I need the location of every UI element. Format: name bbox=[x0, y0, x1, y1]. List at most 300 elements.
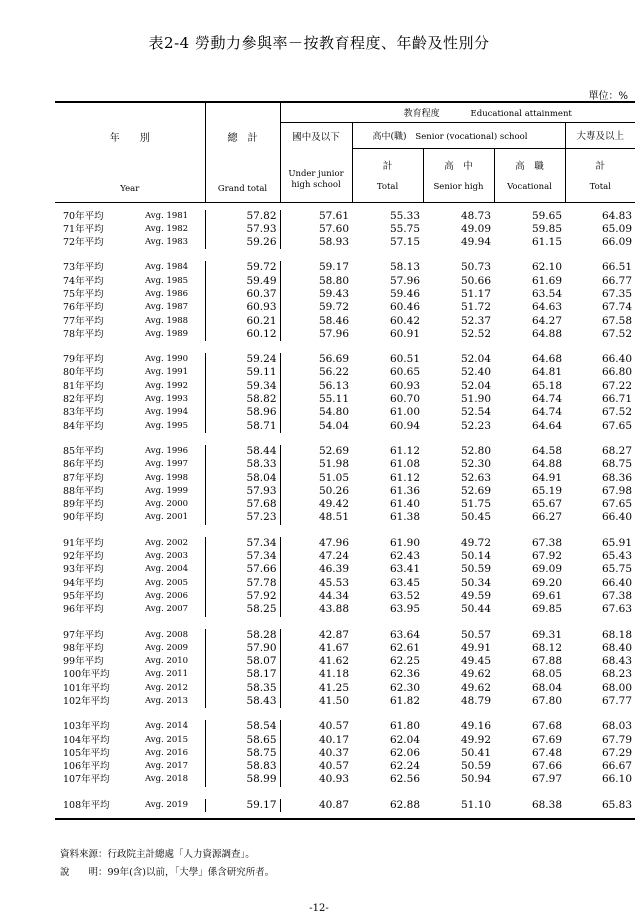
junior-cell: 46.39 bbox=[280, 563, 352, 576]
vocational-cell: 65.18 bbox=[531, 379, 562, 392]
year-en-cell: Avg. 2005 bbox=[145, 577, 189, 588]
senior-high-en: Senior high bbox=[433, 182, 484, 192]
grand-total-cell: 58.07 bbox=[205, 655, 280, 668]
senior-total-cell: 63.64 bbox=[389, 628, 420, 641]
college-total-cell: 67.52 bbox=[601, 327, 632, 340]
senior-total-cell: 63.45 bbox=[389, 576, 420, 589]
year-en-cell: Avg. 2011 bbox=[145, 669, 189, 680]
junior-cell: 55.11 bbox=[280, 393, 352, 406]
college-total-cell: 68.03 bbox=[601, 720, 632, 733]
spacer-cell bbox=[55, 433, 635, 445]
junior-cell: 41.18 bbox=[280, 668, 352, 681]
year-en-cell: Avg. 2014 bbox=[145, 721, 189, 732]
college-total-cell: 68.75 bbox=[601, 458, 632, 471]
vocational-cell: 64.88 bbox=[531, 458, 562, 471]
year-en-cell: Avg. 1993 bbox=[145, 394, 189, 405]
table-row bbox=[55, 537, 635, 550]
junior-cell: 57.60 bbox=[280, 223, 352, 236]
senior-high-header bbox=[423, 148, 494, 202]
grand-total-cell: 58.65 bbox=[205, 734, 280, 747]
year-header-zh: 年 別 bbox=[109, 133, 150, 144]
vocational-cell: 67.80 bbox=[531, 695, 562, 707]
table-row bbox=[55, 655, 635, 668]
vocational-cell: 69.85 bbox=[531, 603, 562, 616]
grand-total-cell: 59.11 bbox=[205, 366, 280, 379]
vocational-cell: 67.66 bbox=[531, 760, 562, 773]
year-en-cell: Avg. 1984 bbox=[145, 262, 189, 273]
grand-total-cell: 58.82 bbox=[205, 393, 280, 406]
vocational-cell: 67.68 bbox=[531, 720, 562, 733]
table-row bbox=[55, 747, 635, 760]
grand-total-cell: 59.17 bbox=[205, 799, 280, 812]
college-total-cell: 66.09 bbox=[601, 236, 632, 249]
year-zh-cell: 84年平均 bbox=[63, 420, 104, 432]
senior-high-cell: 48.79 bbox=[460, 695, 491, 707]
junior-cell: 40.57 bbox=[280, 720, 352, 733]
spacer-cell bbox=[55, 203, 635, 210]
unit-label: 單位：% bbox=[588, 91, 628, 102]
year-en-cell: Avg. 2012 bbox=[145, 682, 189, 693]
year-zh-cell: 78年平均 bbox=[63, 328, 104, 340]
senior-subtotal-zh: 計 bbox=[382, 161, 393, 172]
junior-cell: 47.24 bbox=[280, 550, 352, 563]
vocational-cell: 64.58 bbox=[531, 444, 562, 457]
year-zh-cell: 82年平均 bbox=[63, 394, 104, 406]
year-en-cell: Avg. 2001 bbox=[145, 512, 189, 523]
senior-total-cell: 62.88 bbox=[389, 798, 420, 811]
senior-high-cell: 52.30 bbox=[460, 458, 491, 471]
grand-total-cell: 59.34 bbox=[205, 380, 280, 393]
vocational-cell: 67.97 bbox=[531, 773, 562, 786]
table-row bbox=[55, 590, 635, 603]
edu-header-zh: 教育程度 bbox=[403, 108, 440, 119]
grand-total-cell: 60.93 bbox=[205, 301, 280, 314]
senior-high-cell: 49.45 bbox=[460, 655, 491, 668]
year-zh-cell: 72年平均 bbox=[63, 237, 104, 249]
spacer-cell bbox=[55, 617, 635, 629]
senior-total-cell: 60.51 bbox=[389, 353, 420, 366]
vocational-cell: 64.74 bbox=[531, 406, 562, 419]
college-total-cell: 67.79 bbox=[601, 733, 632, 746]
table-row bbox=[55, 773, 635, 786]
senior-high-cell: 52.52 bbox=[460, 327, 491, 340]
senior-total-cell: 60.70 bbox=[389, 393, 420, 406]
year-zh-cell: 75年平均 bbox=[63, 288, 104, 300]
spacer-row bbox=[55, 812, 635, 819]
year-zh-cell: 107年平均 bbox=[63, 774, 110, 786]
junior-cell: 56.22 bbox=[280, 366, 352, 379]
senior-high-cell: 49.16 bbox=[460, 720, 491, 733]
junior-cell: 52.69 bbox=[280, 445, 352, 458]
senior-high-cell: 50.34 bbox=[460, 576, 491, 589]
year-zh-cell: 80年平均 bbox=[63, 367, 104, 379]
spacer-row bbox=[55, 787, 635, 799]
vocational-cell: 59.85 bbox=[531, 222, 562, 235]
year-zh-cell: 88年平均 bbox=[63, 485, 104, 497]
vocational-cell: 65.19 bbox=[531, 484, 562, 497]
senior-total-cell: 63.52 bbox=[389, 589, 420, 602]
senior-total-cell: 61.82 bbox=[389, 695, 420, 707]
table-row bbox=[55, 603, 635, 616]
college-total-cell: 67.58 bbox=[601, 314, 632, 327]
senior-high-cell: 50.59 bbox=[460, 563, 491, 576]
year-zh-cell: 92年平均 bbox=[63, 551, 104, 563]
grand-total-cell: 57.66 bbox=[205, 563, 280, 576]
vocational-cell: 64.27 bbox=[531, 314, 562, 327]
junior-cell: 58.93 bbox=[280, 236, 352, 249]
table-row bbox=[55, 458, 635, 471]
grand-total-cell: 59.24 bbox=[205, 353, 280, 366]
college-total-cell: 68.40 bbox=[601, 641, 632, 654]
vocational-cell: 67.38 bbox=[531, 536, 562, 549]
spacer-cell bbox=[55, 812, 635, 819]
data-table-container bbox=[55, 101, 635, 820]
table-row bbox=[55, 315, 635, 328]
vocational-cell: 65.67 bbox=[531, 498, 562, 511]
year-zh-cell: 103年平均 bbox=[63, 721, 110, 733]
vocational-cell: 64.68 bbox=[531, 353, 562, 366]
vocational-cell: 64.81 bbox=[531, 366, 562, 379]
year-zh-cell: 97年平均 bbox=[63, 629, 104, 641]
senior-high-cell: 50.45 bbox=[460, 511, 491, 524]
year-zh-cell: 74年平均 bbox=[63, 275, 104, 287]
year-en-cell: Avg. 1996 bbox=[145, 445, 189, 456]
senior-total-cell: 60.91 bbox=[389, 327, 420, 340]
college-total-cell: 68.27 bbox=[601, 444, 632, 457]
vocational-header bbox=[494, 148, 565, 202]
year-en-cell: Avg. 1981 bbox=[145, 210, 189, 221]
year-en-cell: Avg. 2013 bbox=[145, 696, 189, 706]
year-zh-cell: 101年平均 bbox=[63, 682, 110, 694]
year-en-cell: Avg. 2008 bbox=[145, 629, 189, 640]
senior-total-cell: 63.41 bbox=[389, 563, 420, 576]
vocational-cell: 64.64 bbox=[531, 419, 562, 432]
grand-total-cell: 58.54 bbox=[205, 720, 280, 733]
spacer-row bbox=[55, 708, 635, 720]
senior-high-cell: 49.92 bbox=[460, 733, 491, 746]
table-row bbox=[55, 420, 635, 433]
page-number: -12- bbox=[309, 903, 329, 914]
year-en-cell: Avg. 1985 bbox=[145, 275, 189, 286]
senior-total-cell: 60.65 bbox=[389, 366, 420, 379]
year-zh-cell: 86年平均 bbox=[63, 459, 104, 471]
spacer-row bbox=[55, 249, 635, 261]
grand-total-cell: 57.34 bbox=[205, 550, 280, 563]
vocational-cell: 68.12 bbox=[531, 641, 562, 654]
senior-high-cell: 49.09 bbox=[460, 222, 491, 235]
college-total-cell: 66.10 bbox=[601, 773, 632, 786]
grand-total-cell: 59.26 bbox=[205, 236, 280, 249]
college-total-header bbox=[565, 148, 635, 202]
senior-high-cell: 52.80 bbox=[460, 444, 491, 457]
senior-total-cell: 62.04 bbox=[389, 733, 420, 746]
source-note: 資料來源：行政院主計總處「人力資源調查」。 bbox=[60, 849, 255, 860]
senior-total-cell: 61.12 bbox=[389, 471, 420, 484]
grand-total-cell: 57.68 bbox=[205, 498, 280, 511]
vocational-cell: 61.15 bbox=[531, 236, 562, 249]
college-total-cell: 64.83 bbox=[601, 209, 632, 222]
table-row bbox=[55, 288, 635, 301]
junior-cell: 41.67 bbox=[280, 642, 352, 655]
edu-attainment-header bbox=[280, 102, 635, 122]
junior-cell: 56.69 bbox=[280, 353, 352, 366]
grand-total-zh: 總 計 bbox=[227, 133, 258, 144]
senior-total-cell: 61.90 bbox=[389, 536, 420, 549]
vocational-cell: 67.69 bbox=[531, 733, 562, 746]
senior-total-cell: 63.95 bbox=[389, 603, 420, 616]
vocational-cell: 61.69 bbox=[531, 274, 562, 287]
junior-cell: 59.43 bbox=[280, 288, 352, 301]
year-en-cell: Avg. 1997 bbox=[145, 459, 189, 470]
year-en-cell: Avg. 2017 bbox=[145, 761, 189, 772]
table-row bbox=[55, 261, 635, 274]
college-total-cell: 66.77 bbox=[601, 274, 632, 287]
table-row bbox=[55, 799, 635, 812]
vocational-cell: 69.20 bbox=[531, 576, 562, 589]
grand-total-cell: 57.34 bbox=[205, 537, 280, 550]
junior-cell: 59.17 bbox=[280, 261, 352, 274]
senior-high-cell: 50.57 bbox=[460, 628, 491, 641]
table-row bbox=[55, 720, 635, 733]
college-total-cell: 65.91 bbox=[601, 536, 632, 549]
grand-total-cell: 58.99 bbox=[205, 773, 280, 786]
junior-cell: 45.53 bbox=[280, 577, 352, 590]
senior-total-cell: 60.46 bbox=[389, 301, 420, 314]
vocational-cell: 64.88 bbox=[531, 327, 562, 340]
vocational-cell: 67.92 bbox=[531, 550, 562, 563]
year-en-cell: Avg. 1999 bbox=[145, 485, 189, 496]
college-total-cell: 66.71 bbox=[601, 393, 632, 406]
senior-subtotal-header bbox=[352, 148, 423, 202]
grand-total-cell: 57.92 bbox=[205, 590, 280, 603]
senior-high-cell: 49.91 bbox=[460, 641, 491, 654]
senior-total-cell: 58.13 bbox=[389, 261, 420, 274]
senior-high-cell: 51.10 bbox=[460, 798, 491, 811]
junior-cell: 49.42 bbox=[280, 498, 352, 511]
spacer-cell bbox=[55, 249, 635, 261]
year-en-cell: Avg. 1994 bbox=[145, 407, 189, 418]
year-en-cell: Avg. 1988 bbox=[145, 315, 189, 326]
year-zh-cell: 108年平均 bbox=[63, 799, 110, 811]
year-en-cell: Avg. 2003 bbox=[145, 551, 189, 562]
page-title: 表2-4 勞動力參與率－按教育程度、年齡及性別分 bbox=[148, 34, 490, 52]
grand-total-cell: 58.25 bbox=[205, 603, 280, 616]
spacer-cell bbox=[55, 787, 635, 799]
college-total-cell: 66.67 bbox=[601, 760, 632, 773]
senior-high-cell: 52.04 bbox=[460, 353, 491, 366]
table-row bbox=[55, 642, 635, 655]
senior-subtotal-en: Total bbox=[376, 182, 399, 192]
college-total-cell: 66.51 bbox=[601, 261, 632, 274]
year-en-cell: Avg. 1986 bbox=[145, 288, 189, 299]
year-zh-cell: 105年平均 bbox=[63, 747, 110, 759]
junior-header-zh: 國中及以下 bbox=[292, 131, 340, 143]
junior-header-en: Under junior high school bbox=[288, 168, 344, 190]
vocational-cell: 68.05 bbox=[531, 668, 562, 681]
senior-high-cell: 51.17 bbox=[460, 287, 491, 300]
grand-total-cell: 58.33 bbox=[205, 458, 280, 471]
grand-total-cell: 58.35 bbox=[205, 682, 280, 695]
table-row bbox=[55, 668, 635, 681]
spacer-row bbox=[55, 617, 635, 629]
senior-total-cell: 62.56 bbox=[389, 773, 420, 786]
year-zh-cell: 102年平均 bbox=[63, 696, 110, 707]
junior-header bbox=[280, 122, 352, 202]
grand-total-cell: 58.17 bbox=[205, 668, 280, 681]
year-header bbox=[55, 102, 205, 202]
college-total-cell: 67.38 bbox=[601, 589, 632, 602]
senior-high-cell: 49.59 bbox=[460, 589, 491, 602]
spacer-cell bbox=[55, 708, 635, 720]
senior-high-cell: 50.14 bbox=[460, 550, 491, 563]
year-zh-cell: 94年平均 bbox=[63, 577, 104, 589]
vocational-cell: 69.31 bbox=[531, 628, 562, 641]
college-total-cell: 66.40 bbox=[601, 576, 632, 589]
vocational-cell: 67.88 bbox=[531, 655, 562, 668]
vocational-zh: 高 職 bbox=[515, 161, 544, 172]
senior-total-cell: 62.24 bbox=[389, 760, 420, 773]
year-zh-cell: 71年平均 bbox=[63, 223, 104, 235]
senior-group-header bbox=[352, 122, 565, 148]
senior-high-cell: 49.62 bbox=[460, 681, 491, 694]
junior-cell: 40.37 bbox=[280, 747, 352, 760]
senior-high-cell: 52.63 bbox=[460, 471, 491, 484]
table-body bbox=[55, 203, 635, 821]
table-row bbox=[55, 682, 635, 695]
senior-group-en: Senior (vocational) school bbox=[415, 131, 528, 142]
grand-total-cell: 60.21 bbox=[205, 315, 280, 328]
senior-high-cell: 50.41 bbox=[460, 746, 491, 759]
college-total-cell: 66.40 bbox=[601, 353, 632, 366]
edu-header-en: Educational attainment bbox=[470, 108, 572, 119]
grand-total-cell: 60.12 bbox=[205, 328, 280, 341]
year-zh-cell: 99年平均 bbox=[63, 656, 104, 668]
year-en-cell: Avg. 1987 bbox=[145, 302, 189, 313]
vocational-cell: 64.74 bbox=[531, 393, 562, 406]
senior-high-cell: 49.94 bbox=[460, 236, 491, 249]
year-header-en: Year bbox=[120, 184, 140, 194]
table-row bbox=[55, 328, 635, 341]
table-row bbox=[55, 734, 635, 747]
table-row bbox=[55, 563, 635, 576]
college-total-cell: 66.40 bbox=[601, 511, 632, 524]
senior-high-cell: 52.04 bbox=[460, 379, 491, 392]
year-zh-cell: 79年平均 bbox=[63, 354, 104, 366]
vocational-cell: 62.10 bbox=[531, 261, 562, 274]
senior-high-cell: 52.37 bbox=[460, 314, 491, 327]
grand-total-cell: 58.44 bbox=[205, 445, 280, 458]
vocational-cell: 68.38 bbox=[531, 798, 562, 811]
table-row bbox=[55, 393, 635, 406]
table-row bbox=[55, 577, 635, 590]
table-row bbox=[55, 210, 635, 223]
year-en-cell: Avg. 1990 bbox=[145, 354, 189, 365]
college-total-cell: 68.36 bbox=[601, 471, 632, 484]
senior-total-cell: 62.43 bbox=[389, 550, 420, 563]
junior-cell: 57.96 bbox=[280, 328, 352, 341]
junior-cell: 56.13 bbox=[280, 380, 352, 393]
junior-cell: 44.34 bbox=[280, 590, 352, 603]
junior-cell: 43.88 bbox=[280, 603, 352, 616]
senior-high-cell: 50.59 bbox=[460, 760, 491, 773]
year-en-cell: Avg. 1991 bbox=[145, 367, 189, 378]
junior-cell: 40.57 bbox=[280, 760, 352, 773]
year-en-cell: Avg. 2019 bbox=[145, 799, 189, 810]
college-header bbox=[565, 122, 635, 148]
grand-total-en: Grand total bbox=[217, 184, 268, 194]
college-total-en: Total bbox=[589, 182, 611, 192]
senior-total-cell: 60.94 bbox=[389, 419, 420, 432]
college-total-cell: 65.43 bbox=[601, 550, 632, 563]
college-total-cell: 68.18 bbox=[601, 628, 632, 641]
grand-total-cell: 57.90 bbox=[205, 642, 280, 655]
table-row bbox=[55, 445, 635, 458]
senior-high-cell: 52.69 bbox=[460, 484, 491, 497]
college-total-cell: 67.65 bbox=[601, 498, 632, 511]
table-row bbox=[55, 366, 635, 379]
senior-total-cell: 61.38 bbox=[389, 511, 420, 524]
year-zh-cell: 93年平均 bbox=[63, 564, 104, 576]
college-total-cell: 65.83 bbox=[601, 798, 632, 811]
junior-cell: 58.80 bbox=[280, 275, 352, 288]
year-en-cell: Avg. 2009 bbox=[145, 642, 189, 653]
vocational-cell: 59.65 bbox=[531, 209, 562, 222]
grand-total-cell: 58.75 bbox=[205, 747, 280, 760]
junior-cell: 54.80 bbox=[280, 406, 352, 419]
year-zh-cell: 76年平均 bbox=[63, 302, 104, 314]
grand-total-cell: 58.71 bbox=[205, 420, 280, 433]
vocational-cell: 68.04 bbox=[531, 681, 562, 694]
year-en-cell: Avg. 1983 bbox=[145, 237, 189, 248]
college-total-cell: 65.75 bbox=[601, 563, 632, 576]
table-row bbox=[55, 223, 635, 236]
grand-total-cell: 59.49 bbox=[205, 275, 280, 288]
senior-high-cell: 49.62 bbox=[460, 668, 491, 681]
table-row bbox=[55, 550, 635, 563]
grand-total-cell: 57.82 bbox=[205, 210, 280, 223]
college-header-zh: 大專及以上 bbox=[576, 131, 625, 142]
table-row bbox=[55, 695, 635, 708]
spacer-row bbox=[55, 341, 635, 353]
vocational-cell: 69.09 bbox=[531, 563, 562, 576]
senior-total-cell: 62.30 bbox=[389, 681, 420, 694]
year-zh-cell: 83年平均 bbox=[63, 407, 104, 419]
college-total-cell: 67.22 bbox=[601, 379, 632, 392]
table-row bbox=[55, 301, 635, 314]
junior-cell: 57.61 bbox=[280, 210, 352, 223]
senior-total-cell: 61.08 bbox=[389, 458, 420, 471]
table-row bbox=[55, 275, 635, 288]
year-zh-cell: 85年平均 bbox=[63, 445, 104, 457]
year-en-cell: Avg. 2002 bbox=[145, 537, 189, 548]
year-en-cell: Avg. 2006 bbox=[145, 590, 189, 601]
senior-high-cell: 51.75 bbox=[460, 498, 491, 511]
college-total-cell: 68.43 bbox=[601, 655, 632, 668]
year-zh-cell: 100年平均 bbox=[63, 669, 110, 681]
college-total-cell: 67.74 bbox=[601, 301, 632, 314]
spacer-row bbox=[55, 433, 635, 445]
year-zh-cell: 96年平均 bbox=[63, 604, 104, 616]
senior-total-cell: 62.25 bbox=[389, 655, 420, 668]
year-en-cell: Avg. 2004 bbox=[145, 564, 189, 575]
college-total-cell: 67.98 bbox=[601, 484, 632, 497]
year-en-cell: Avg. 2015 bbox=[145, 734, 189, 745]
year-zh-cell: 95年平均 bbox=[63, 590, 104, 602]
year-zh-cell: 106年平均 bbox=[63, 761, 110, 773]
junior-cell: 41.25 bbox=[280, 682, 352, 695]
year-zh-cell: 87年平均 bbox=[63, 472, 104, 484]
year-zh-cell: 98年平均 bbox=[63, 642, 104, 654]
